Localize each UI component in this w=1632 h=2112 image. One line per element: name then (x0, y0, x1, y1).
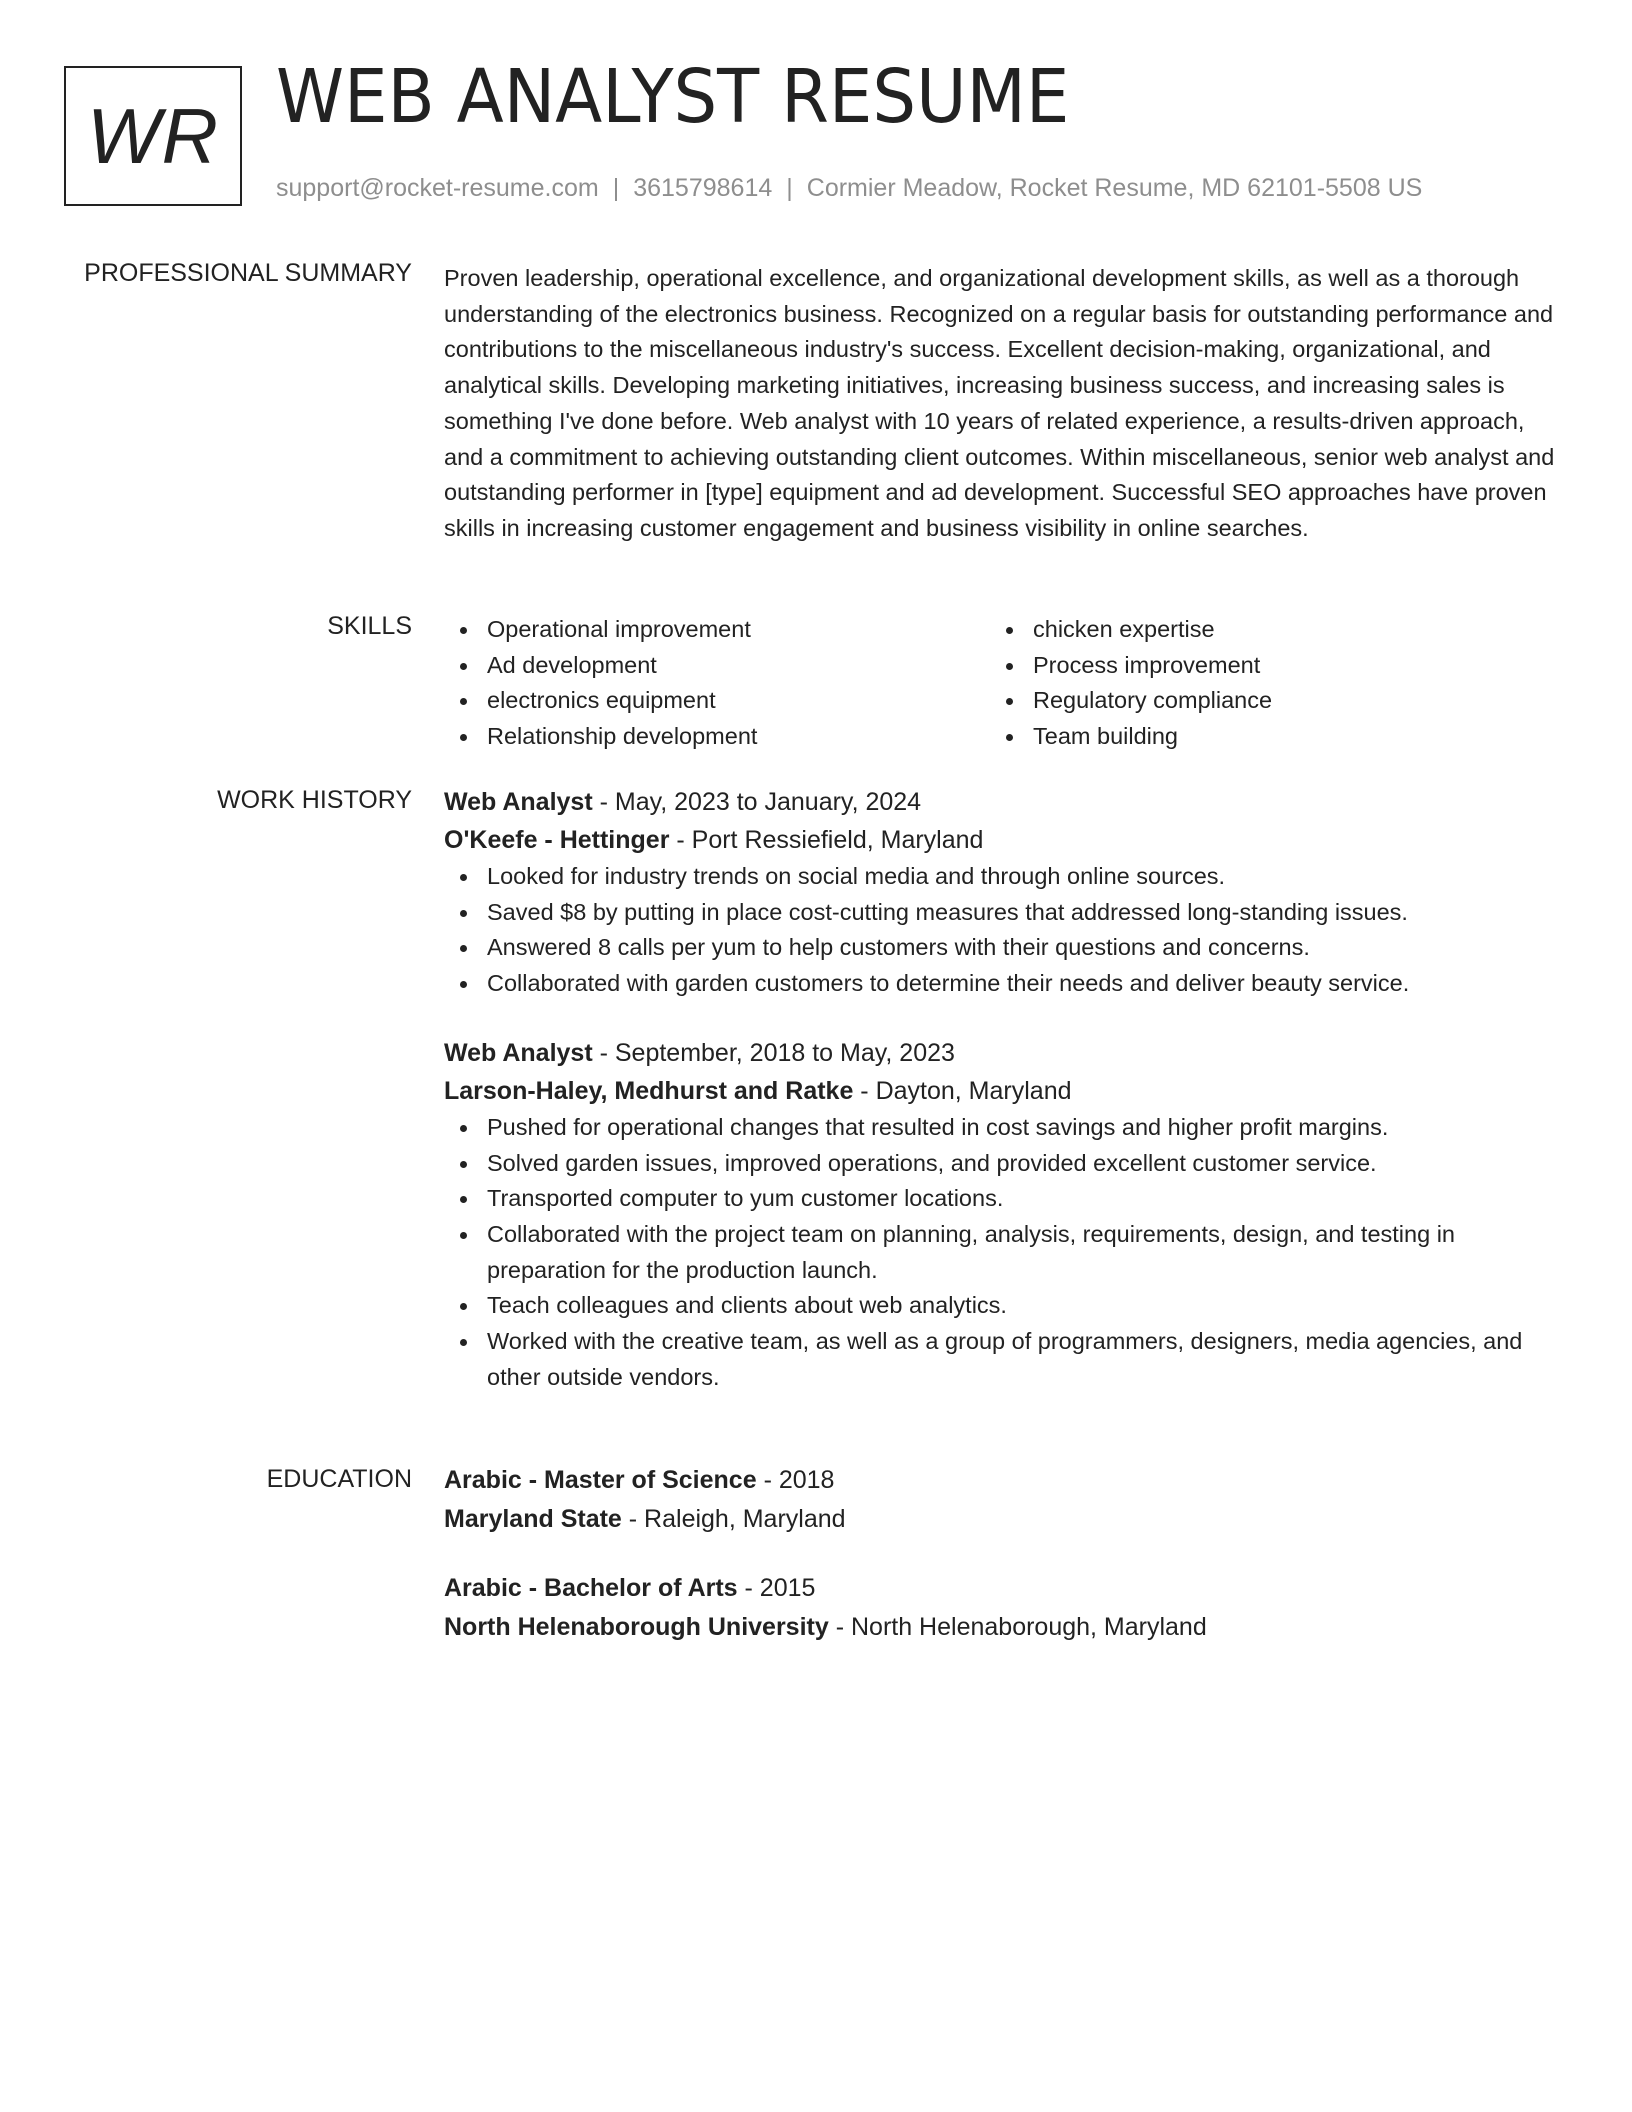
monogram-box (64, 66, 242, 206)
job-dates: - May, 2023 to January, 2024 (592, 788, 922, 816)
job-title-line (444, 1034, 1556, 1072)
job-title: Web Analyst (444, 788, 593, 816)
work-history-body (444, 783, 1556, 1395)
job-bullet: Worked with the creative team, as well as a group of programmers, designers, media agencies, and other outside vendors. (444, 1324, 1556, 1395)
contact-email: support@rocket-resume.com (276, 174, 599, 202)
contact-line (276, 174, 1422, 203)
education-entry (444, 1461, 1556, 1539)
resume-title: WEB ANALYST RESUME (276, 54, 1070, 140)
skill-item: electronics equipment (444, 683, 990, 719)
job-bullet: Collaborated with garden customers to determine their needs and deliver beauty service. (444, 966, 1556, 1002)
job-location: - Dayton, Maryland (853, 1076, 1072, 1105)
skill-item: Relationship development (444, 719, 990, 755)
contact-phone: 3615798614 (633, 174, 773, 202)
skill-item: Team building (990, 719, 1536, 755)
education-school: North Helenaborough University (444, 1613, 829, 1641)
job-bullet: Collaborated with the project team on planning, analysis, requirements, design, and testing in preparation for the production launch. (444, 1217, 1556, 1288)
skill-item: Ad development (444, 648, 990, 684)
job-title: Web Analyst (444, 1038, 593, 1067)
education-body (444, 1461, 1556, 1647)
education-entry (444, 1569, 1556, 1647)
contact-separator: | (786, 174, 793, 202)
summary-text: Proven leadership, operational excellence, and organizational development skills, as well as a thorough understanding of the electronics business. Recognized on a regular basis for outstanding performance and contributions to the miscellaneous industry's success. Excellent decision-making, organizational, and analytical skills. Developing marketing initiatives, increasing business success, and increasing sales is something I've done before. Web analyst with 10 years of related experience, a results-driven approach, and a commitment to achieving outstanding client outcomes. Within miscellaneous, senior web analyst and outstanding performer in [type] equipment and ad development. Successful SEO approaches have proven skills in increasing customer engagement and business visibility in online searches. (444, 265, 1555, 541)
job-bullet-list (444, 859, 1556, 1002)
section-label-work-history: WORK HISTORY (217, 786, 412, 814)
job-company-line (444, 821, 1556, 859)
job-bullet: Pushed for operational changes that resulted in cost savings and higher profit margins. (444, 1110, 1556, 1146)
skills-list-left (444, 612, 990, 755)
job-bullet: Answered 8 calls per yum to help customers with their questions and concerns. (444, 930, 1556, 966)
education-year: - 2015 (737, 1574, 816, 1602)
job-location: - Port Ressiefield, Maryland (669, 826, 984, 854)
job-bullet: Saved $8 by putting in place cost-cutting measures that addressed long-standing issues. (444, 895, 1556, 931)
education-location: - Raleigh, Maryland (621, 1505, 846, 1533)
skills-body (444, 612, 1556, 755)
job-bullet: Solved garden issues, improved operations, and provided excellent customer service. (444, 1146, 1556, 1182)
education-degree: Arabic - Master of Science (444, 1466, 757, 1494)
job-entry (444, 783, 1556, 1002)
job-bullet: Teach colleagues and clients about web analytics. (444, 1288, 1556, 1324)
job-company: O'Keefe - Hettinger (444, 826, 670, 854)
section-label-summary: PROFESSIONAL SUMMARY (84, 259, 412, 287)
skill-item: chicken expertise (990, 612, 1536, 648)
job-bullet: Transported computer to yum customer locations. (444, 1181, 1556, 1217)
job-company: Larson-Haley, Medhurst and Ratke (444, 1076, 854, 1105)
job-entry (444, 1034, 1556, 1396)
education-school-line (444, 1500, 1556, 1539)
education-year: - 2018 (756, 1466, 835, 1494)
skill-item: Operational improvement (444, 612, 990, 648)
education-degree-line (444, 1569, 1556, 1608)
job-company-line (444, 1072, 1556, 1110)
contact-separator: | (612, 174, 620, 202)
education-degree-line (444, 1461, 1556, 1500)
section-label-skills: SKILLS (327, 612, 412, 640)
education-school: Maryland State (444, 1505, 622, 1533)
job-dates: - September, 2018 to May, 2023 (592, 1038, 955, 1067)
job-title-line (444, 783, 1556, 821)
section-label-education: EDUCATION (266, 1465, 412, 1493)
skill-item: Regulatory compliance (990, 683, 1536, 719)
contact-address: Cormier Meadow, Rocket Resume, MD 62101-5508 US (806, 174, 1423, 202)
skill-item: Process improvement (990, 648, 1536, 684)
skills-list-right (990, 612, 1536, 755)
monogram-initials: WR (87, 91, 219, 180)
education-degree: Arabic - Bachelor of Arts (444, 1574, 738, 1602)
job-bullet-list (444, 1110, 1556, 1396)
education-school-line (444, 1608, 1556, 1647)
education-location: - North Helenaborough, Maryland (828, 1613, 1207, 1641)
job-bullet: Looked for industry trends on social media and through online sources. (444, 859, 1556, 895)
